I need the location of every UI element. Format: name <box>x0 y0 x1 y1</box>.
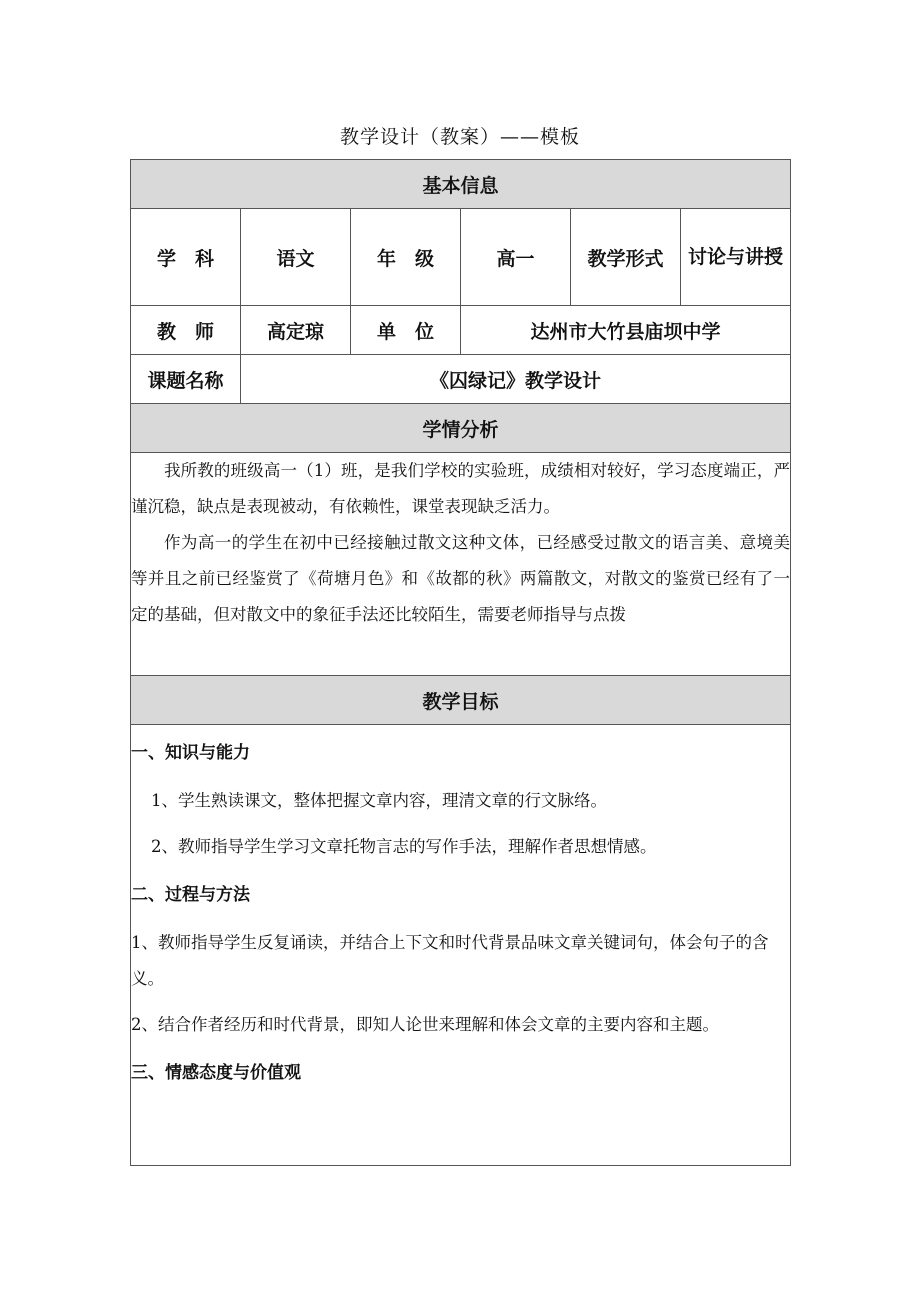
format-label: 教学形式 <box>571 209 681 306</box>
unit-label: 单 位 <box>351 306 461 355</box>
situation-analysis-body <box>131 453 791 676</box>
topic-value: 《囚绿记》教学设计 <box>241 355 791 404</box>
topic-label: 课题名称 <box>131 355 241 404</box>
process-item: 2、结合作者经历和时代背景，即知人论世来理解和体会文章的主要内容和主题。 <box>131 1015 719 1034</box>
subject-label: 学 科 <box>131 209 241 306</box>
analysis-paragraph: 作为高一的学生在初中已经接触过散文这种文体，已经感受过散文的语言美、意境美等并且之前已经鉴赏了《荷塘月色》和《故都的秋》两篇散文，对散文的鉴赏已经有了一定的基础，但对散文中的象征手法还比较陌生，需要老师指导与点拨 <box>131 533 791 624</box>
format-value: 讨论与讲授 <box>681 209 791 306</box>
knowledge-item: 2、教师指导学生学习文章托物言志的写作手法，理解作者思想情感。 <box>151 837 657 856</box>
grade-label: 年 级 <box>351 209 461 306</box>
teacher-label: 教 师 <box>131 306 241 355</box>
teaching-goals-body <box>131 725 791 1166</box>
subject-value: 语文 <box>241 209 351 306</box>
knowledge-heading: 一、知识与能力 <box>131 743 250 763</box>
process-item: 1、教师指导学生反复诵读，并结合上下文和时代背景品味文章关键词句，体会句子的含义。 <box>131 933 769 988</box>
unit-value: 达州市大竹县庙坝中学 <box>461 306 791 355</box>
document-title: 教学设计（教案）——模板 <box>339 126 580 148</box>
situation-analysis-header: 学情分析 <box>131 404 791 453</box>
process-heading: 二、过程与方法 <box>131 885 250 905</box>
teacher-value: 高定琼 <box>241 306 351 355</box>
analysis-paragraph: 我所教的班级高一（1）班，是我们学校的实验班，成绩相对较好，学习态度端正，严谨沉稳，缺点是表现被动，有依赖性，课堂表现缺乏活力。 <box>131 461 791 516</box>
grade-value: 高一 <box>461 209 571 306</box>
lesson-plan-table <box>130 159 791 1166</box>
teaching-goals-header: 教学目标 <box>131 676 791 725</box>
basic-info-header: 基本信息 <box>131 160 791 209</box>
values-heading: 三、情感态度与价值观 <box>131 1063 301 1083</box>
knowledge-item: 1、学生熟读课文，整体把握文章内容，理清文章的行文脉络。 <box>151 791 607 810</box>
